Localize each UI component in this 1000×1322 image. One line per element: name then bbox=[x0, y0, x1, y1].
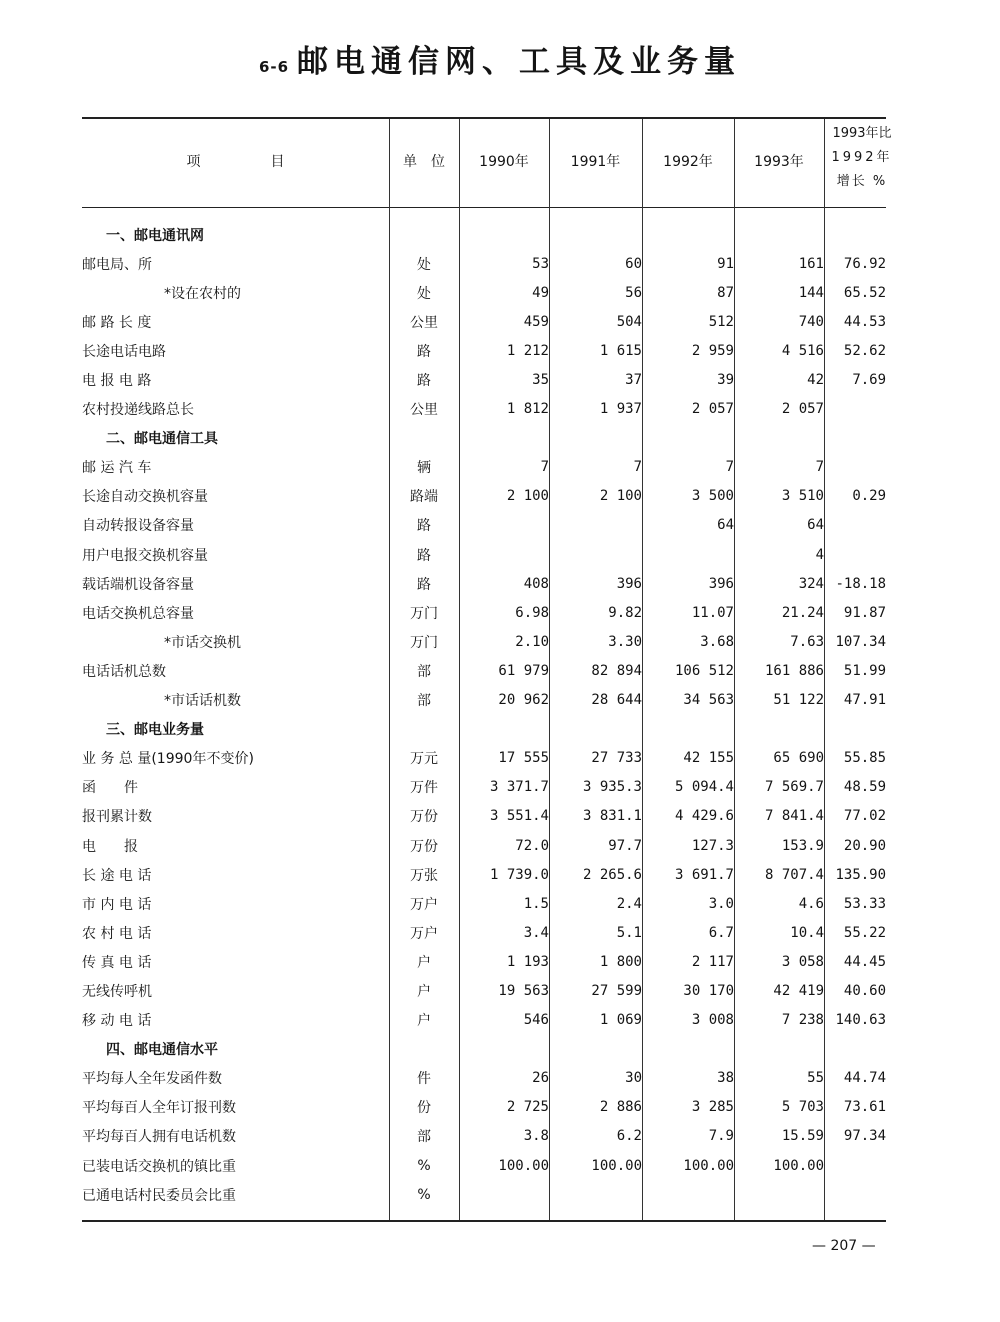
row-unit: 万元 bbox=[410, 751, 438, 768]
cell-1991: 6.2 bbox=[616, 1128, 642, 1145]
cell-1990: 2.10 bbox=[515, 633, 549, 650]
cell-1990: 26 bbox=[532, 1070, 549, 1087]
cell-1992: 91 bbox=[717, 255, 734, 272]
cell-growth: 65.52 bbox=[843, 284, 887, 301]
cell-1992: 7 bbox=[725, 459, 734, 476]
cell-1992: 3 691.7 bbox=[674, 866, 734, 883]
header-1990: 1990年 bbox=[479, 154, 529, 170]
cell-1990: 459 bbox=[523, 313, 549, 330]
table-row bbox=[82, 1122, 886, 1151]
row-label: 长途自动交换机容量 bbox=[82, 489, 208, 506]
cell-1992: 6.7 bbox=[708, 924, 734, 941]
cell-1993: 100.00 bbox=[773, 1157, 824, 1174]
cell-1991: 1 800 bbox=[599, 953, 642, 970]
cell-1992: 2 959 bbox=[691, 342, 734, 359]
cell-1991 bbox=[549, 511, 642, 540]
cell-1993: 7 569.7 bbox=[764, 779, 824, 796]
page-number: — 207 — bbox=[812, 1238, 876, 1254]
cell-1991: 97.7 bbox=[608, 837, 642, 854]
row-unit: 处 bbox=[417, 285, 431, 302]
cell-1990: 20 962 bbox=[498, 692, 549, 709]
header-growth-line1: 1993年比 bbox=[832, 126, 892, 141]
table-row bbox=[82, 860, 886, 889]
cell-1993: 4.6 bbox=[798, 895, 824, 912]
cell-1990: 1 812 bbox=[506, 401, 549, 418]
cell-growth: 107.34 bbox=[835, 633, 887, 650]
table-row bbox=[82, 802, 886, 831]
cell-1990: 53 bbox=[532, 255, 549, 272]
section-title: 一、邮电通讯网 bbox=[106, 227, 204, 244]
cell-growth: 0.29 bbox=[852, 488, 887, 505]
row-unit: 件 bbox=[417, 1071, 431, 1088]
cell-1990 bbox=[459, 511, 549, 540]
cell-growth: 55.85 bbox=[843, 750, 887, 767]
cell-1993: 153.9 bbox=[781, 837, 824, 854]
table-row bbox=[82, 656, 886, 685]
row-label: 电 报 bbox=[82, 838, 138, 855]
cell-1991: 30 bbox=[625, 1070, 642, 1087]
row-label: 移 动 电 话 bbox=[82, 1013, 152, 1030]
cell-growth: 20.90 bbox=[843, 837, 887, 854]
row-label: 载话端机设备容量 bbox=[82, 576, 194, 593]
row-unit: 万张 bbox=[410, 867, 438, 884]
cell-1991: 27 733 bbox=[591, 750, 642, 767]
row-label: 长途电话电路 bbox=[82, 343, 166, 360]
cell-1990: 35 bbox=[532, 372, 549, 389]
cell-1992: 11.07 bbox=[691, 604, 734, 621]
table-row bbox=[82, 249, 886, 278]
row-unit: 万门 bbox=[410, 605, 438, 622]
header-growth-line3: 增长 % bbox=[836, 174, 888, 189]
cell-1993: 8 707.4 bbox=[764, 866, 824, 883]
cell-1993: 7 bbox=[815, 459, 824, 476]
table-row bbox=[82, 744, 886, 773]
row-label: 邮电局、所 bbox=[82, 256, 152, 273]
cell-1993: 161 886 bbox=[764, 662, 824, 679]
cell-1991: 3 831.1 bbox=[582, 808, 642, 825]
row-label: 农 村 电 话 bbox=[82, 925, 152, 942]
cell-1992: 34 563 bbox=[683, 692, 734, 709]
cell-growth: 91.87 bbox=[843, 604, 887, 621]
cell-1990: 1 739.0 bbox=[489, 866, 549, 883]
cell-1990: 61 979 bbox=[498, 662, 549, 679]
cell-1993: 15.59 bbox=[781, 1128, 824, 1145]
cell-growth: 76.92 bbox=[843, 255, 887, 272]
cell-1990: 49 bbox=[532, 284, 549, 301]
cell-1991: 7 bbox=[633, 459, 642, 476]
cell-growth: 52.62 bbox=[843, 342, 887, 359]
row-unit: 路 bbox=[417, 576, 431, 593]
row-label: 平均每百人全年订报刊数 bbox=[82, 1100, 236, 1117]
header-item: 项 目 bbox=[186, 154, 285, 170]
cell-growth bbox=[824, 540, 886, 569]
table-code: 6-6 bbox=[258, 58, 290, 76]
row-label: 函 件 bbox=[82, 780, 138, 797]
cell-1993: 42 bbox=[807, 372, 824, 389]
cell-growth: 40.60 bbox=[843, 982, 887, 999]
row-unit: 万件 bbox=[410, 780, 438, 797]
section-title: 二、邮电通信工具 bbox=[106, 431, 218, 448]
cell-1990: 408 bbox=[523, 575, 549, 592]
cell-1990 bbox=[459, 540, 549, 569]
cell-1990: 17 555 bbox=[498, 750, 549, 767]
table-row bbox=[82, 1151, 886, 1180]
table-row bbox=[82, 627, 886, 656]
cell-1992: 7.9 bbox=[708, 1128, 734, 1145]
cell-1992: 3.0 bbox=[708, 895, 734, 912]
row-unit: 路 bbox=[417, 343, 431, 360]
cell-1993: 64 bbox=[807, 517, 824, 534]
row-unit: % bbox=[417, 1186, 431, 1203]
row-label: *市话话机数 bbox=[164, 693, 241, 710]
cell-growth: 135.90 bbox=[835, 866, 887, 883]
table-row bbox=[82, 395, 886, 424]
data-table bbox=[82, 220, 886, 1209]
cell-1991: 1 937 bbox=[599, 401, 642, 418]
cell-1990 bbox=[459, 1180, 549, 1209]
table-row bbox=[82, 1006, 886, 1035]
cell-1992: 42 155 bbox=[683, 750, 734, 767]
cell-1993: 5 703 bbox=[781, 1099, 824, 1116]
cell-growth: 77.02 bbox=[843, 808, 887, 825]
cell-1990: 100.00 bbox=[498, 1157, 549, 1174]
row-label: 传 真 电 话 bbox=[82, 954, 152, 971]
row-unit: 部 bbox=[417, 693, 431, 710]
cell-1991: 27 599 bbox=[591, 982, 642, 999]
table-row bbox=[82, 365, 886, 394]
cell-1993: 4 bbox=[815, 546, 824, 563]
cell-1991: 504 bbox=[616, 313, 642, 330]
cell-1992: 38 bbox=[717, 1070, 734, 1087]
section-row bbox=[82, 220, 886, 249]
cell-1993: 4 516 bbox=[781, 342, 824, 359]
row-label: 业 务 总 量(1990年不变价) bbox=[82, 751, 254, 768]
cell-1993: 7 238 bbox=[781, 1012, 824, 1029]
cell-1990: 19 563 bbox=[498, 982, 549, 999]
cell-1990: 3.4 bbox=[523, 924, 549, 941]
cell-1990: 3.8 bbox=[523, 1128, 549, 1145]
cell-1992: 512 bbox=[708, 313, 734, 330]
cell-1990: 2 100 bbox=[506, 488, 549, 505]
cell-1992: 3.68 bbox=[700, 633, 734, 650]
cell-growth: 51.99 bbox=[843, 662, 887, 679]
cell-1991: 2 100 bbox=[599, 488, 642, 505]
cell-1993: 740 bbox=[798, 313, 824, 330]
row-unit: 公里 bbox=[410, 314, 438, 331]
row-unit: 辆 bbox=[417, 460, 431, 477]
cell-1991: 9.82 bbox=[608, 604, 642, 621]
table-row bbox=[82, 976, 886, 1005]
header-rule bbox=[82, 207, 886, 208]
table-row bbox=[82, 1064, 886, 1093]
table-row bbox=[82, 569, 886, 598]
row-label: 电话交换机总容量 bbox=[82, 605, 194, 622]
section-row bbox=[82, 715, 886, 744]
cell-1992: 100.00 bbox=[683, 1157, 734, 1174]
cell-growth: 48.59 bbox=[843, 779, 887, 796]
row-unit: 万份 bbox=[410, 838, 438, 855]
row-unit: 户 bbox=[417, 983, 431, 1000]
cell-1991: 5.1 bbox=[616, 924, 642, 941]
section-row bbox=[82, 424, 886, 453]
cell-growth bbox=[824, 1180, 886, 1209]
cell-growth: 44.45 bbox=[843, 953, 887, 970]
row-unit: 户 bbox=[417, 954, 431, 971]
cell-1991: 56 bbox=[625, 284, 642, 301]
cell-1992: 106 512 bbox=[674, 662, 734, 679]
table-row bbox=[82, 511, 886, 540]
cell-1993: 65 690 bbox=[773, 750, 824, 767]
cell-1993: 2 057 bbox=[781, 401, 824, 418]
cell-1992 bbox=[642, 1180, 734, 1209]
table-row bbox=[82, 918, 886, 947]
cell-1992: 64 bbox=[717, 517, 734, 534]
row-label: 邮 运 汽 车 bbox=[82, 460, 152, 477]
cell-1990: 3 551.4 bbox=[489, 808, 549, 825]
top-rule bbox=[82, 117, 886, 119]
row-unit: 路端 bbox=[410, 489, 438, 506]
cell-1993: 3 510 bbox=[781, 488, 824, 505]
cell-1992: 39 bbox=[717, 372, 734, 389]
cell-growth: 140.63 bbox=[835, 1012, 887, 1029]
cell-1993: 3 058 bbox=[781, 953, 824, 970]
table-row bbox=[82, 307, 886, 336]
table-row bbox=[82, 278, 886, 307]
row-unit: 万门 bbox=[410, 634, 438, 651]
cell-1991: 3 935.3 bbox=[582, 779, 642, 796]
row-label: 市 内 电 话 bbox=[82, 896, 152, 913]
cell-1990: 3 371.7 bbox=[489, 779, 549, 796]
cell-1992: 2 117 bbox=[691, 953, 734, 970]
table-row bbox=[82, 482, 886, 511]
cell-1990: 546 bbox=[523, 1012, 549, 1029]
cell-1993: 10.4 bbox=[790, 924, 824, 941]
cell-1992: 3 500 bbox=[691, 488, 734, 505]
cell-1990: 1 193 bbox=[506, 953, 549, 970]
row-unit: 路 bbox=[417, 518, 431, 535]
row-label: 电话话机总数 bbox=[82, 663, 166, 680]
cell-1991: 3.30 bbox=[608, 633, 642, 650]
row-label: 平均每百人拥有电话机数 bbox=[82, 1129, 236, 1146]
row-label: 无线传呼机 bbox=[82, 983, 152, 1000]
row-label: 电 报 电 路 bbox=[82, 373, 152, 390]
cell-1991: 1 615 bbox=[599, 342, 642, 359]
table-row bbox=[82, 453, 886, 482]
cell-growth: -18.18 bbox=[835, 575, 887, 592]
cell-1991: 60 bbox=[625, 255, 642, 272]
header-growth bbox=[824, 122, 900, 194]
row-unit: 万份 bbox=[410, 809, 438, 826]
header-1992: 1992年 bbox=[663, 154, 713, 170]
cell-1991: 1 069 bbox=[599, 1012, 642, 1029]
cell-1992: 5 094.4 bbox=[674, 779, 734, 796]
cell-1993: 7 841.4 bbox=[764, 808, 824, 825]
cell-1992 bbox=[642, 540, 734, 569]
cell-1990: 2 725 bbox=[506, 1099, 549, 1116]
table-row bbox=[82, 1093, 886, 1122]
cell-1992: 30 170 bbox=[683, 982, 734, 999]
cell-1991: 28 644 bbox=[591, 692, 642, 709]
cell-1991 bbox=[549, 540, 642, 569]
cell-growth bbox=[824, 453, 886, 482]
row-label: 自动转报设备容量 bbox=[82, 518, 194, 535]
row-unit: 万户 bbox=[410, 896, 438, 913]
cell-1990: 6.98 bbox=[515, 604, 549, 621]
cell-1990: 1 212 bbox=[506, 342, 549, 359]
row-unit: 公里 bbox=[410, 402, 438, 419]
table-row bbox=[82, 686, 886, 715]
cell-1992: 4 429.6 bbox=[674, 808, 734, 825]
row-unit: 部 bbox=[417, 1129, 431, 1146]
cell-1991: 2 886 bbox=[599, 1099, 642, 1116]
table-row bbox=[82, 831, 886, 860]
row-unit: 路 bbox=[417, 373, 431, 390]
header-1991: 1991年 bbox=[570, 154, 621, 170]
table-row bbox=[82, 1180, 886, 1209]
table-row bbox=[82, 336, 886, 365]
cell-1992: 127.3 bbox=[691, 837, 734, 854]
cell-growth: 44.74 bbox=[843, 1070, 887, 1087]
section-title: 三、邮电业务量 bbox=[106, 722, 204, 739]
cell-growth: 44.53 bbox=[843, 313, 887, 330]
row-unit: 份 bbox=[417, 1100, 431, 1117]
cell-1993: 324 bbox=[798, 575, 824, 592]
row-label: 已装电话交换机的镇比重 bbox=[82, 1158, 236, 1175]
table-row bbox=[82, 947, 886, 976]
cell-growth: 7.69 bbox=[852, 372, 887, 389]
cell-1993: 144 bbox=[798, 284, 824, 301]
cell-growth: 73.61 bbox=[843, 1099, 887, 1116]
cell-1991: 100.00 bbox=[591, 1157, 642, 1174]
row-label: 邮 路 长 度 bbox=[82, 314, 152, 331]
table-row bbox=[82, 598, 886, 627]
row-unit: 部 bbox=[417, 663, 431, 680]
table-row bbox=[82, 889, 886, 918]
cell-1993: 51 122 bbox=[773, 692, 824, 709]
row-label: 已通电话村民委员会比重 bbox=[82, 1187, 236, 1204]
section-row bbox=[82, 1035, 886, 1064]
cell-growth bbox=[824, 395, 886, 424]
cell-1993: 42 419 bbox=[773, 982, 824, 999]
row-label: *设在农村的 bbox=[164, 285, 241, 302]
row-label: 农村投递线路总长 bbox=[82, 402, 194, 419]
cell-1991: 2.4 bbox=[616, 895, 642, 912]
row-unit: % bbox=[417, 1157, 431, 1174]
cell-growth: 47.91 bbox=[843, 692, 887, 709]
row-label: 长 途 电 话 bbox=[82, 867, 152, 884]
cell-1993: 161 bbox=[798, 255, 824, 272]
cell-growth: 97.34 bbox=[843, 1128, 887, 1145]
cell-growth: 53.33 bbox=[843, 895, 887, 912]
cell-1993: 21.24 bbox=[781, 604, 824, 621]
bottom-rule bbox=[82, 1220, 886, 1222]
cell-growth bbox=[824, 1151, 886, 1180]
page-title bbox=[0, 36, 1000, 81]
row-label: 报刊累计数 bbox=[82, 809, 152, 826]
cell-1992: 3 008 bbox=[691, 1012, 734, 1029]
cell-1991: 37 bbox=[625, 372, 642, 389]
cell-1992: 2 057 bbox=[691, 401, 734, 418]
section-title: 四、邮电通信水平 bbox=[106, 1042, 218, 1059]
cell-1993: 7.63 bbox=[790, 633, 824, 650]
cell-1990: 1.5 bbox=[523, 895, 549, 912]
header-growth-line2: 1992年 bbox=[831, 150, 893, 165]
cell-growth: 55.22 bbox=[843, 924, 887, 941]
row-label: *市话交换机 bbox=[164, 634, 241, 651]
header-unit: 单 位 bbox=[403, 154, 445, 170]
table-row bbox=[82, 773, 886, 802]
row-unit: 万户 bbox=[410, 925, 438, 942]
cell-1992: 396 bbox=[708, 575, 734, 592]
row-unit: 处 bbox=[417, 256, 431, 273]
row-unit: 路 bbox=[417, 547, 431, 564]
row-unit: 户 bbox=[417, 1013, 431, 1030]
table-title: 邮电通信网、工具及业务量 bbox=[297, 44, 742, 80]
cell-growth bbox=[824, 511, 886, 540]
cell-1993: 55 bbox=[807, 1070, 824, 1087]
row-label: 平均每人全年发函件数 bbox=[82, 1071, 222, 1088]
cell-1991: 396 bbox=[616, 575, 642, 592]
header-1993: 1993年 bbox=[754, 154, 804, 170]
cell-1992: 87 bbox=[717, 284, 734, 301]
cell-1992: 3 285 bbox=[691, 1099, 734, 1116]
table-row bbox=[82, 540, 886, 569]
cell-1991 bbox=[549, 1180, 642, 1209]
cell-1990: 72.0 bbox=[515, 837, 549, 854]
cell-1991: 82 894 bbox=[591, 662, 642, 679]
cell-1993 bbox=[734, 1180, 824, 1209]
row-label: 用户电报交换机容量 bbox=[82, 547, 208, 564]
cell-1990: 7 bbox=[540, 459, 549, 476]
cell-1991: 2 265.6 bbox=[582, 866, 642, 883]
